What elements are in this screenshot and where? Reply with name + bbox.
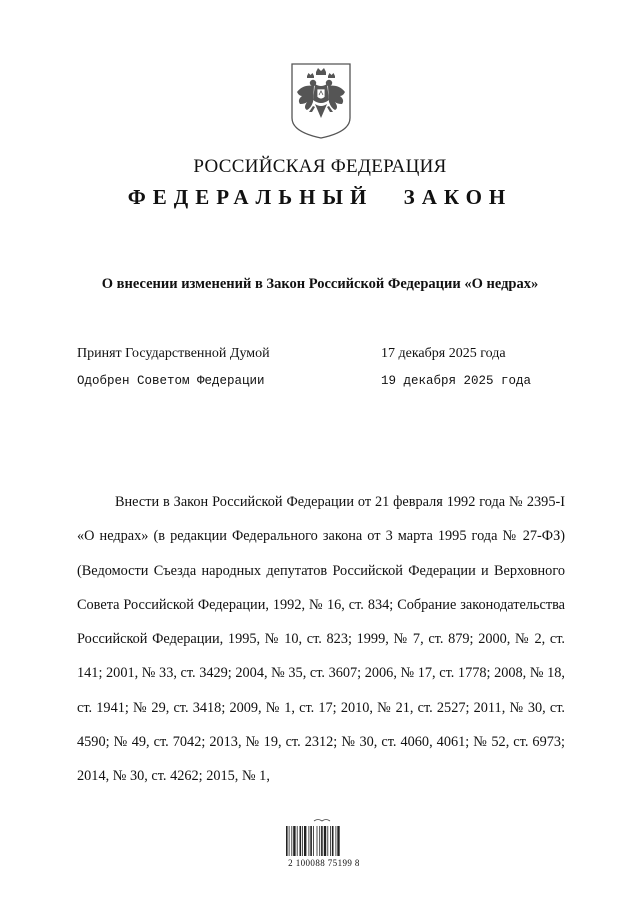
barcode-bar bbox=[321, 826, 323, 856]
barcode-bar bbox=[310, 826, 312, 856]
document-type-heading: ФЕДЕРАЛЬНЫЙ ЗАКОН bbox=[127, 185, 513, 209]
barcode-bar bbox=[327, 826, 328, 856]
adoption-council-date: 19 декабря 2025 года bbox=[381, 374, 532, 388]
barcode-bar bbox=[324, 826, 326, 856]
barcode-bar bbox=[319, 826, 320, 856]
barcode-bar bbox=[289, 826, 290, 856]
barcode-bar bbox=[291, 826, 292, 856]
barcode-number: 2 100088 75199 8 bbox=[288, 858, 360, 868]
barcode-bar bbox=[300, 826, 302, 856]
barcode-bar bbox=[286, 826, 288, 856]
barcode-bar bbox=[304, 826, 306, 856]
barcode-bar bbox=[302, 826, 303, 856]
barcode-bar bbox=[337, 826, 339, 856]
barcode-bar bbox=[309, 826, 310, 856]
country-heading: РОССИЙСКАЯ ФЕДЕРАЦИЯ bbox=[193, 156, 447, 177]
adoption-duma-label: Принят Государственной Думой bbox=[77, 346, 270, 361]
barcode-bar bbox=[317, 826, 318, 856]
barcode-bar bbox=[332, 826, 334, 856]
russian-coat-of-arms-icon bbox=[289, 62, 353, 140]
barcode-bar bbox=[297, 826, 298, 856]
adoption-council-label: Одобрен Советом Федерации bbox=[77, 374, 265, 388]
law-title: О внесении изменений в Закон Российской Федерации «О недрах» bbox=[101, 276, 539, 292]
barcode-icon bbox=[284, 818, 364, 858]
barcode-bar bbox=[330, 826, 331, 856]
barcode-bar bbox=[313, 826, 314, 856]
barcode-bar bbox=[293, 826, 295, 856]
document-barcode bbox=[284, 818, 364, 870]
adoption-duma-date: 17 декабря 2025 года bbox=[381, 346, 506, 361]
law-body-paragraph: Внести в Закон Российской Федерации от 21 февраля 1992 года № 2395-I «О недрах» (в редакции Федерального закона от 3 марта 1995 года № 27-ФЗ) (Ведомости Съезда народных депутатов Российской Федерации и Верховного Совета Российской Федерации, 1992, № 16, ст. 834; Собрание законодательства Российской Федерации, 1995, № 10, ст. 823; 1999, № 7, ст. 879; 2000, № 2, ст. 141; 2001, № 33, ст. 3429; 2004, № 35, ст. 3607; 2006, № 17, ст. 1778; 2008, № 18, ст. 1941; № 29, ст. 3418; 2009, № 1, ст. 17; 2010, № 21, ст. 2527; 2011, № 30, ст. 4590; № 49, ст. 7042; 2013, № 19, ст. 2312; № 30, ст. 4060, 4061; № 52, ст. 6973; 2014, № 30, ст. 4262; 2015, № 1, bbox=[77, 494, 565, 785]
barcode-bar bbox=[336, 826, 337, 856]
